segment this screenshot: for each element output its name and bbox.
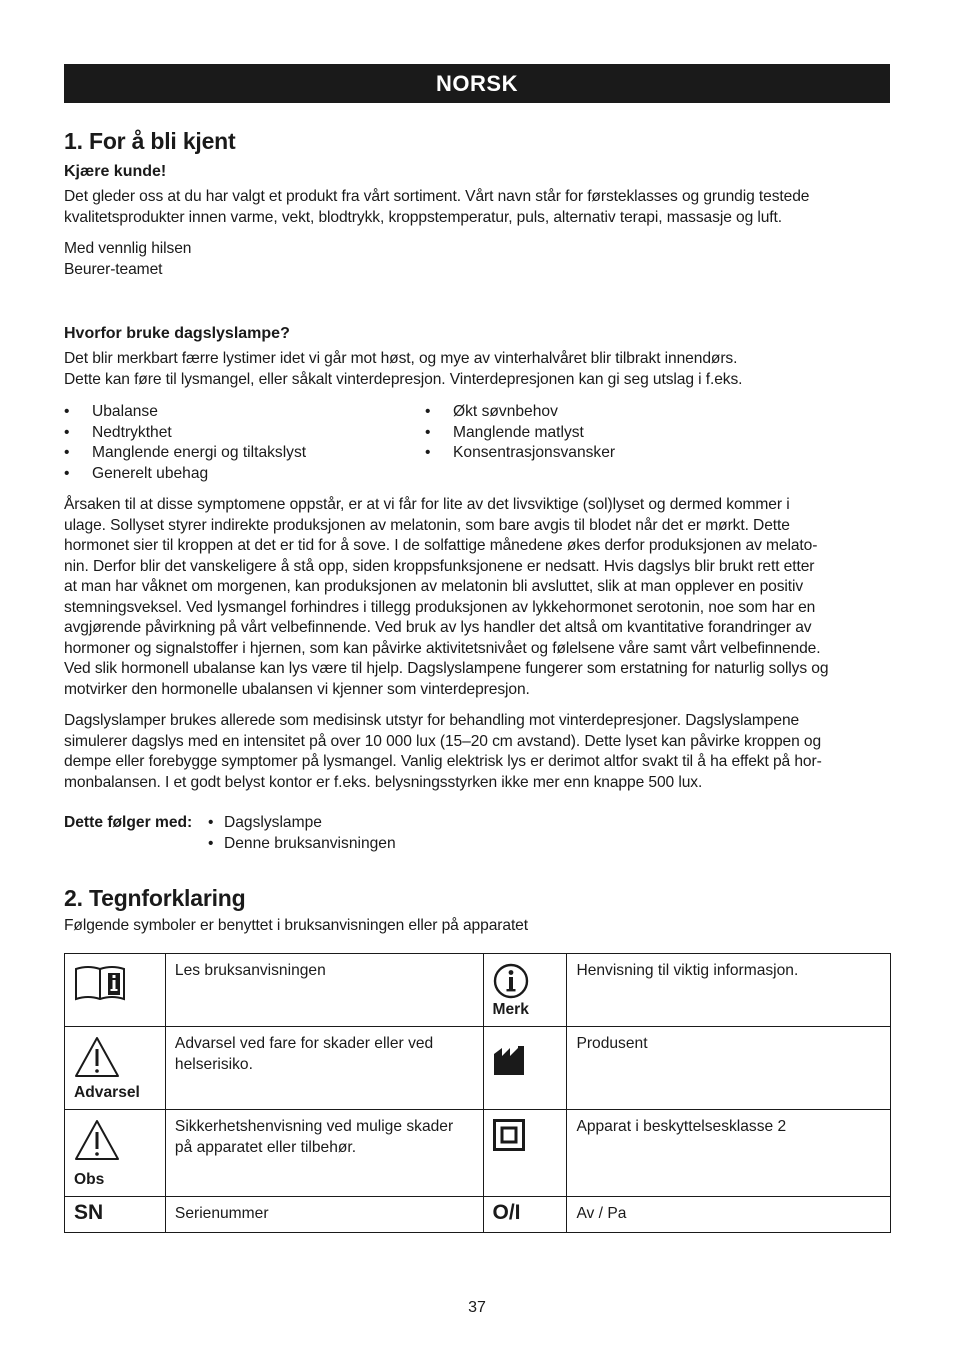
cause-line: ulage. Sollyset styrer indirekte produksjonen av melatonin, som bare avgis til blodet når det er mørkt. Dette [64, 516, 790, 534]
list-item: • Dagslyslampe [208, 813, 396, 834]
symbol-description: Henvisning til viktig informasjon. [567, 954, 891, 1027]
list-item: • Manglende matlyst [425, 423, 615, 444]
lamp-paragraph [64, 711, 890, 793]
lamp-line: Dagslyslamper brukes allerede som medisinsk utstyr for behandling mot vinterdepresjoner. Dagslyslampene [64, 712, 800, 729]
lamp-line: simulerer dagslys med en intensitet på over 10 000 lux (15–20 cm avstand). Dette lyset kan påvirke kroppen og [64, 732, 822, 750]
intro-line: kvalitetsprodukter innen varme, vekt, blodtrykk, kroppstemperatur, puls, alternativ terapi, massasje og luft. [64, 208, 783, 226]
symbol-cell [65, 954, 166, 1027]
symbol-description: Sikkerhetshenvisning ved mulige skader på apparatet eller tilbehør. [165, 1110, 483, 1197]
intro-line: Det gleder oss at du har valgt et produkt fra vårt sortiment. Vårt navn står for førsteklasses og grundig testede [64, 188, 810, 205]
section-2-subtitle [64, 916, 890, 937]
symbol-cell [483, 954, 567, 1027]
subtitle-line: Følgende symboler er benyttet i bruksanvisningen eller på apparatet [64, 917, 528, 934]
symbol-cell [483, 1027, 567, 1110]
symbol-description: Apparat i beskyttelsesklasse 2 [567, 1110, 891, 1197]
symbol-table [64, 953, 891, 1233]
table-row [65, 1027, 891, 1110]
cause-line: Årsaken til at disse symptomene oppstår, er at vi får for lite av det livsviktige (sol)lyset og dermed kommer i [64, 496, 790, 513]
symbol-label: Obs [74, 1170, 105, 1188]
symbol-cell [65, 1027, 166, 1110]
table-row [65, 1110, 891, 1197]
protection-class-2-icon [493, 1119, 525, 1151]
caution-icon [74, 1119, 120, 1161]
symbol-description: Serienummer [165, 1197, 483, 1233]
symbol-cell [65, 1110, 166, 1197]
symbol-cell [65, 1197, 166, 1233]
included-list [208, 813, 396, 854]
signoff-line: Med vennlig hilsen [64, 240, 192, 257]
list-item: • Manglende energi og tiltakslyst [64, 443, 306, 464]
cause-line: stemningsveksel. Ved lysmangel forhindres i tillegg produksjonen av lykkehormonet serotonin, noe som har en [64, 598, 816, 616]
manufacturer-icon [493, 1046, 525, 1076]
list-item: • Generelt ubehag [64, 464, 306, 485]
included-label: Dette følger med: [64, 814, 193, 831]
signoff [64, 239, 890, 280]
symbol-cell [483, 1110, 567, 1197]
serial-number-symbol: SN [74, 1201, 104, 1224]
symptom-list-right [425, 402, 615, 464]
cause-line: at man har våknet om morgenen, kan produksjonen av melatonin bli avsluttet, slik at man opplever en positiv [64, 578, 804, 595]
table-row [65, 1197, 891, 1233]
why-line: Dette kan føre til lysmangel, eller såkalt vinterdepresjon. Vinterdepresjonen kan gi seg utslag i f.eks. [64, 370, 743, 388]
greeting: Kjære kunde! [64, 163, 167, 180]
list-item: • Konsentrasjonsvansker [425, 443, 615, 464]
cause-line: nin. Derfor blir det vanskeligere å stå opp, siden kroppsfunksjonene er nedsatt. Hvis dagslys blir brukt rett etter [64, 557, 815, 575]
section-2-title: 2. Tegnforklaring [64, 885, 246, 911]
language-banner: NORSK [64, 64, 890, 103]
info-icon [493, 963, 529, 999]
cause-line: avgjørende påvirkning på vårt velbefinnende. Ved bruk av lys handler det altså om kvantitative forandringer av [64, 619, 812, 636]
list-item: • Ubalanse [64, 402, 306, 423]
why-line: Det blir merkbart færre lystimer idet vi går mot høst, og mye av vinterhalvåret blir tilbrakt innendørs. [64, 350, 738, 367]
symbol-label: Merk [492, 1000, 529, 1018]
manual-icon [74, 965, 126, 1001]
lamp-line: monbalansen. I et godt belyst kontor er f.eks. belysningsstyrken ikke mer enn knappe 500 lux. [64, 773, 703, 791]
symbol-description: Advarsel ved fare for skader eller ved helserisiko. [165, 1027, 483, 1110]
lamp-line: dempe eller forebygge symptomer på lysmangel. Vanlig elektrisk lys er derimot altfor svakt til å ha effekt på hor- [64, 753, 822, 770]
cause-paragraph [64, 495, 890, 700]
cause-line: motvirker den hormonelle ubalansen vi kjenner som vinterdepresjon. [64, 680, 530, 698]
table-row [65, 954, 891, 1027]
warning-icon [74, 1036, 120, 1078]
cause-line: Ved slik hormonell ubalanse kan lys være til hjelp. Dagslyslampene fungerer som erstatning for naturlig sollys og [64, 660, 829, 677]
symptom-list-left [64, 402, 306, 484]
why-heading: Hvorfor bruke dagslyslampe? [64, 325, 290, 342]
intro-paragraph [64, 187, 890, 228]
symbol-cell [483, 1197, 567, 1233]
symbol-description: Les bruksanvisningen [165, 954, 483, 1027]
on-off-symbol: O/I [492, 1201, 521, 1224]
list-item: • Økt søvnbehov [425, 402, 615, 423]
symbol-description: Produsent [567, 1027, 891, 1110]
signoff-line: Beurer-teamet [64, 260, 163, 278]
page-number: 37 [468, 1299, 486, 1316]
list-item: • Denne bruksanvisningen [208, 834, 396, 855]
cause-line: hormonet sier til kroppen at det er tid for å sove. I de solfattige månedene økes derfor produksjonen av melato- [64, 537, 818, 554]
section-1-title: 1. For å bli kjent [64, 128, 236, 154]
why-paragraph [64, 349, 890, 390]
symbol-description: Av / Pa [567, 1197, 891, 1233]
list-item: • Nedtrykthet [64, 423, 306, 444]
symbol-label: Advarsel [74, 1083, 140, 1101]
cause-line: hormoner og signalstoffer i hjernen, som kan påvirke aktivitetsnivået og følelsene våre samt vårt velbefinnende. [64, 639, 821, 657]
